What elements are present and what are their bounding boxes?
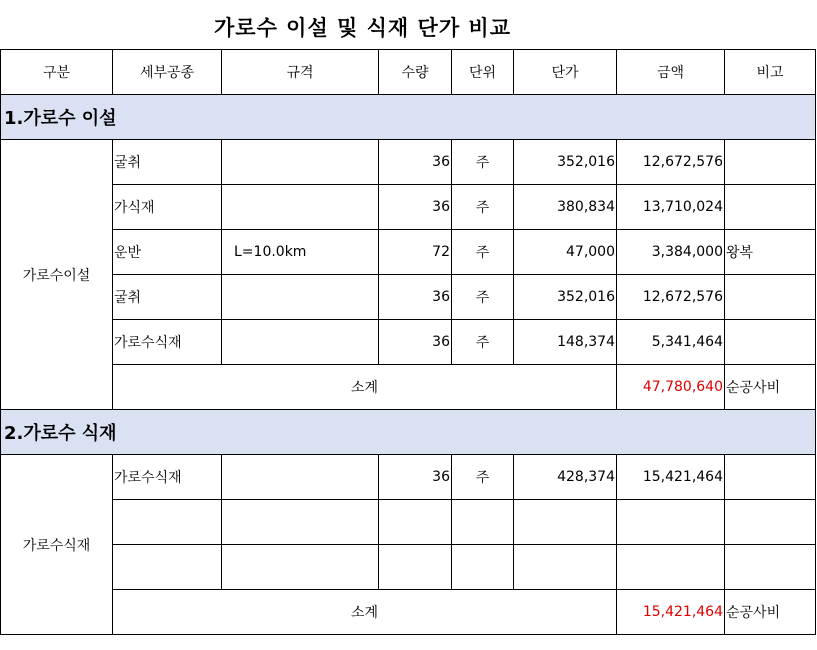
price-cell: 352,016 [514, 275, 617, 320]
item-cell: 굴취 [113, 140, 222, 185]
amount-cell: 13,710,024 [617, 185, 725, 230]
price-cell: 380,834 [514, 185, 617, 230]
header-cell: 단위 [452, 50, 514, 95]
unit-cell: 주 [452, 320, 514, 365]
table-row [1, 545, 816, 590]
header-row [1, 50, 816, 95]
section-heading: 2.가로수 식재 [1, 410, 816, 455]
table-row [1, 140, 816, 185]
table-row [1, 275, 816, 320]
item-cell [113, 545, 222, 590]
unit-cell: 주 [452, 140, 514, 185]
amount-cell: 15,421,464 [617, 455, 725, 500]
spec-cell [222, 545, 379, 590]
note-cell [725, 320, 816, 365]
subtotal-note: 순공사비 [725, 365, 816, 410]
subtotal-label: 소계 [113, 590, 617, 635]
qty-cell [379, 500, 452, 545]
spec-cell [222, 275, 379, 320]
item-cell: 가로수식재 [113, 455, 222, 500]
amount-cell: 12,672,576 [617, 275, 725, 320]
unit-cell: 주 [452, 275, 514, 320]
unit-cell [452, 500, 514, 545]
header-cell: 금액 [617, 50, 725, 95]
spec-cell [222, 500, 379, 545]
qty-cell: 36 [379, 140, 452, 185]
cost-comparison-table [0, 49, 816, 635]
section-heading: 1.가로수 이설 [1, 95, 816, 140]
note-cell [725, 140, 816, 185]
item-cell: 가식재 [113, 185, 222, 230]
price-cell: 352,016 [514, 140, 617, 185]
table-row [1, 230, 816, 275]
price-cell: 148,374 [514, 320, 617, 365]
item-cell: 굴취 [113, 275, 222, 320]
qty-cell: 36 [379, 275, 452, 320]
amount-cell [617, 500, 725, 545]
qty-cell: 36 [379, 455, 452, 500]
unit-cell [452, 545, 514, 590]
amount-cell: 12,672,576 [617, 140, 725, 185]
spec-cell [222, 140, 379, 185]
item-cell [113, 500, 222, 545]
unit-cell: 주 [452, 185, 514, 230]
group-label: 가로수식재 [1, 455, 113, 635]
table-row [1, 455, 816, 500]
header-cell: 단가 [514, 50, 617, 95]
price-cell: 428,374 [514, 455, 617, 500]
note-cell [725, 545, 816, 590]
note-cell [725, 455, 816, 500]
subtotal-label: 소계 [113, 365, 617, 410]
subtotal-note: 순공사비 [725, 590, 816, 635]
note-cell: 왕복 [725, 230, 816, 275]
header-cell: 구분 [1, 50, 113, 95]
subtotal-row [1, 365, 816, 410]
page-title: 가로수 이설 및 식재 단가 비교 [214, 16, 511, 40]
group-label: 가로수이설 [1, 140, 113, 410]
table-row [1, 500, 816, 545]
unit-cell: 주 [452, 230, 514, 275]
price-cell [514, 545, 617, 590]
price-cell: 47,000 [514, 230, 617, 275]
subtotal-row [1, 590, 816, 635]
spec-cell [222, 185, 379, 230]
table-row [1, 320, 816, 365]
note-cell [725, 275, 816, 320]
section-heading-row [1, 410, 816, 455]
subtotal-amount: 47,780,640 [617, 365, 725, 410]
note-cell [725, 500, 816, 545]
section-heading-row [1, 95, 816, 140]
header-cell: 세부공종 [113, 50, 222, 95]
amount-cell: 3,384,000 [617, 230, 725, 275]
header-cell: 규격 [222, 50, 379, 95]
spec-cell: L=10.0km [222, 230, 379, 275]
amount-cell: 5,341,464 [617, 320, 725, 365]
note-cell [725, 185, 816, 230]
table-row [1, 185, 816, 230]
price-cell [514, 500, 617, 545]
unit-cell: 주 [452, 455, 514, 500]
item-cell: 운반 [113, 230, 222, 275]
spec-cell [222, 455, 379, 500]
qty-cell: 36 [379, 185, 452, 230]
qty-cell: 36 [379, 320, 452, 365]
header-cell: 비고 [725, 50, 816, 95]
spec-cell [222, 320, 379, 365]
header-cell: 수량 [379, 50, 452, 95]
subtotal-amount: 15,421,464 [617, 590, 725, 635]
qty-cell: 72 [379, 230, 452, 275]
item-cell: 가로수식재 [113, 320, 222, 365]
amount-cell [617, 545, 725, 590]
qty-cell [379, 545, 452, 590]
